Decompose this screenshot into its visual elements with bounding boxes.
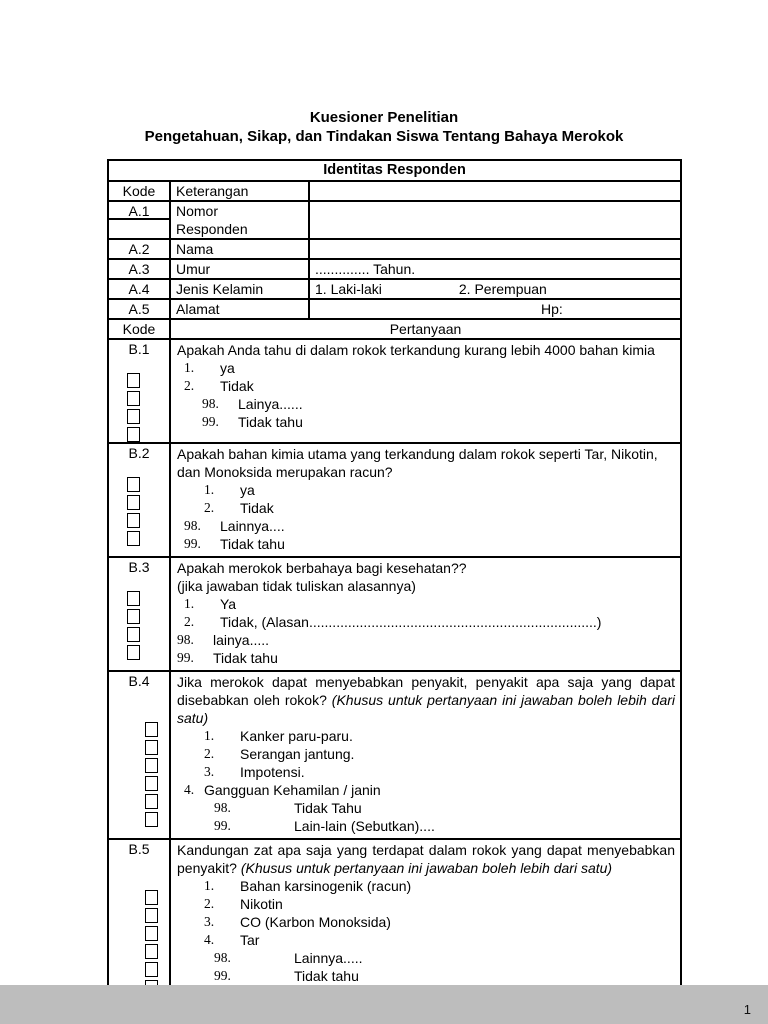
question-row-b5 [108,839,681,996]
question-option [177,631,675,649]
question-cell [170,443,681,557]
identity-code: A.3 [108,259,170,279]
answer-checkbox [127,531,140,546]
option-number: 3. [204,764,215,779]
identity-code: A.4 [108,279,170,299]
answer-checkbox [127,477,140,492]
option-label: lainya..... [213,632,270,648]
question-code-cell [108,671,170,839]
option-label: Kanker paru-paru. [240,728,353,744]
table-section-header-row [108,160,681,181]
hp-label: Hp: [541,301,563,317]
question-code: B.2 [128,445,150,461]
sex-option-male: 1. Laki-laki [315,281,382,297]
question-text: Apakah Anda tahu di dalam rokok terkandung kurang lebih 4000 bahan kimia [177,342,655,358]
option-number: 98. [214,800,231,815]
option-number: 99. [202,414,219,429]
option-number: 1. [204,482,215,497]
document-title-line2: Pengetahuan, Sikap, dan Tindakan Siswa Tentang Bahaya Merokok [144,128,624,145]
answer-checkbox-stack [127,591,164,660]
question-code-cell [108,557,170,671]
answer-checkbox [145,794,158,809]
option-number: 98. [184,518,201,533]
option-number: 2. [204,896,215,911]
question-code-cell [108,443,170,557]
document-title-line1: Kuesioner Penelitian [309,109,459,126]
stray-strike-line [109,218,169,220]
option-number: 99. [214,968,231,983]
answer-checkbox [127,513,140,528]
identity-columns-row [108,181,681,201]
option-number: 1. [184,360,195,375]
question-option [214,799,675,817]
answer-checkbox [145,758,158,773]
question-text-italic: (Khusus untuk pertanyaan ini jawaban boleh lebih dari satu) [240,860,613,876]
question-option [214,949,675,967]
identity-code [108,201,170,239]
question-option [177,649,675,667]
question-text: Apakah bahan kimia utama yang terkandung dalam rokok seperti Tar, Nikotin, dan Monoksida merupakan racun? [177,446,658,480]
section-header: Identitas Responden [108,160,681,181]
answer-checkbox [145,812,158,827]
option-label: ya [220,360,235,376]
option-label: Lainya...... [238,396,303,412]
question-option [204,913,675,931]
option-label: Tidak, (Alasan..........................................................................) [220,614,602,630]
sex-option-female: 2. Perempuan [458,281,547,297]
identity-row-a4 [108,279,681,299]
answer-checkbox [145,962,158,977]
identity-row-a2 [108,239,681,259]
respondent-identity-table [107,159,682,997]
viewer-background-strip [0,985,768,1024]
question-code: B.1 [128,341,150,357]
question-row-b4 [108,671,681,839]
identity-row-a3 [108,259,681,279]
option-label: Tidak tahu [220,536,285,552]
answer-checkbox [127,591,140,606]
option-number: 4. [204,932,215,947]
answer-checkbox [127,645,140,660]
option-label: Ya [220,596,237,612]
option-number: 2. [184,378,195,393]
option-label: Lainnya..... [294,950,363,966]
answer-checkbox [145,908,158,923]
answer-checkbox-stack [145,722,164,827]
question-cell [170,557,681,671]
option-label: Impotensi. [240,764,305,780]
identity-code-text: A.1 [128,203,150,219]
question-option [204,481,675,499]
answer-checkbox [127,409,140,424]
option-label: Lainnya.... [220,518,285,534]
question-text [177,841,675,877]
question-option [184,377,675,395]
option-number: 98. [177,632,194,647]
identity-code: A.5 [108,299,170,319]
option-number: 2. [184,614,195,629]
answer-checkbox-stack [127,373,164,442]
column-header-keterangan: Keterangan [170,181,309,201]
question-option [214,817,675,835]
question-option [204,877,675,895]
page-number: 1 [743,1002,751,1017]
answer-checkbox [127,627,140,642]
option-label: CO (Karbon Monoksida) [240,914,391,930]
identity-value [309,201,681,239]
option-label: Tidak [240,500,274,516]
question-code: B.3 [128,559,150,575]
option-label: Gangguan Kehamilan / janin [204,782,381,798]
option-label: Tidak tahu [213,650,278,666]
question-option [184,595,675,613]
answer-checkbox [127,609,140,624]
option-label: Tar [240,932,260,948]
answer-checkbox-stack [127,477,164,546]
question-code-header: Kode [108,319,170,339]
option-label: Tidak Tahu [294,800,362,816]
question-option [184,517,675,535]
question-cell [170,839,681,996]
question-option [204,931,675,949]
option-number: 99. [177,650,194,665]
question-row-b1 [108,339,681,443]
answer-checkbox [127,427,140,442]
answer-checkbox [145,776,158,791]
question-text [177,673,675,727]
question-row-b2 [108,443,681,557]
answer-checkbox [127,373,140,388]
option-number: 1. [204,878,215,893]
identity-label: Jenis Kelamin [170,279,309,299]
identity-label: Nama [170,239,309,259]
column-header-empty [309,181,681,201]
question-option [204,895,675,913]
question-option [184,781,675,799]
answer-checkbox [145,722,158,737]
identity-label [170,201,309,239]
identity-value [309,239,681,259]
column-header-kode: Kode [108,181,170,201]
answer-checkbox [145,944,158,959]
option-label: Lain-lain (Sebutkan).... [294,818,435,834]
question-cell [170,671,681,839]
option-label: ya [240,482,255,498]
question-header: Pertanyaan [170,319,681,339]
answer-checkbox [145,926,158,941]
question-text-normal: Kandungan zat apa saja yang terdapat dalam rokok yang dapat menyebabkan penyakit? [177,842,676,876]
option-number: 98. [214,950,231,965]
option-number: 99. [214,818,231,833]
option-label: Bahan karsinogenik (racun) [240,878,412,894]
question-option [204,727,675,745]
question-code-cell [108,839,170,996]
option-number: 2. [204,746,215,761]
question-cell [170,339,681,443]
option-number: 4. [184,782,195,797]
identity-value: .............. Tahun. [309,259,681,279]
option-label: Tidak [220,378,254,394]
identity-code: A.2 [108,239,170,259]
question-option [184,613,675,631]
option-number: 99. [184,536,201,551]
question-code: B.4 [128,673,150,689]
identity-label: Alamat [170,299,309,319]
option-number: 3. [204,914,215,929]
question-option [184,535,675,553]
question-option [204,763,675,781]
identity-row-a1 [108,201,681,239]
option-label: Serangan jantung. [240,746,355,762]
question-option [184,359,675,377]
question-text-normal: Jika merokok dapat menyebabkan penyakit, penyakit apa saja yang dapat disebabkan oleh rokok? [177,674,676,708]
option-label: Tidak tahu [294,968,359,984]
question-code-cell [108,339,170,443]
question-text: Apakah merokok berbahaya bagi kesehatan?? [177,560,467,576]
option-label: Tidak tahu [238,414,303,430]
answer-checkbox [145,890,158,905]
option-number: 98. [202,396,219,411]
question-text-italic: (Khusus untuk pertanyaan ini jawaban boleh lebih dari satu) [177,692,676,726]
identity-label-text: Nomor Responden [176,203,248,237]
document-title-block [0,0,768,146]
question-row-b3 [108,557,681,671]
question-option [214,967,675,985]
option-number: 2. [204,500,215,515]
question-code: B.5 [128,841,150,857]
identity-value [309,279,681,299]
answer-checkbox [145,740,158,755]
question-option [204,499,675,517]
option-label: Nikotin [240,896,283,912]
identity-label: Umur [170,259,309,279]
answer-checkbox [127,495,140,510]
question-option [202,413,675,431]
option-number: 1. [204,728,215,743]
answer-checkbox-stack [145,890,164,995]
identity-value [309,299,681,319]
identity-row-a5 [108,299,681,319]
question-subtext: (jika jawaban tidak tuliskan alasannya) [177,578,416,594]
answer-checkbox [127,391,140,406]
question-section-header-row [108,319,681,339]
option-number: 1. [184,596,195,611]
question-option [202,395,675,413]
question-option [204,745,675,763]
